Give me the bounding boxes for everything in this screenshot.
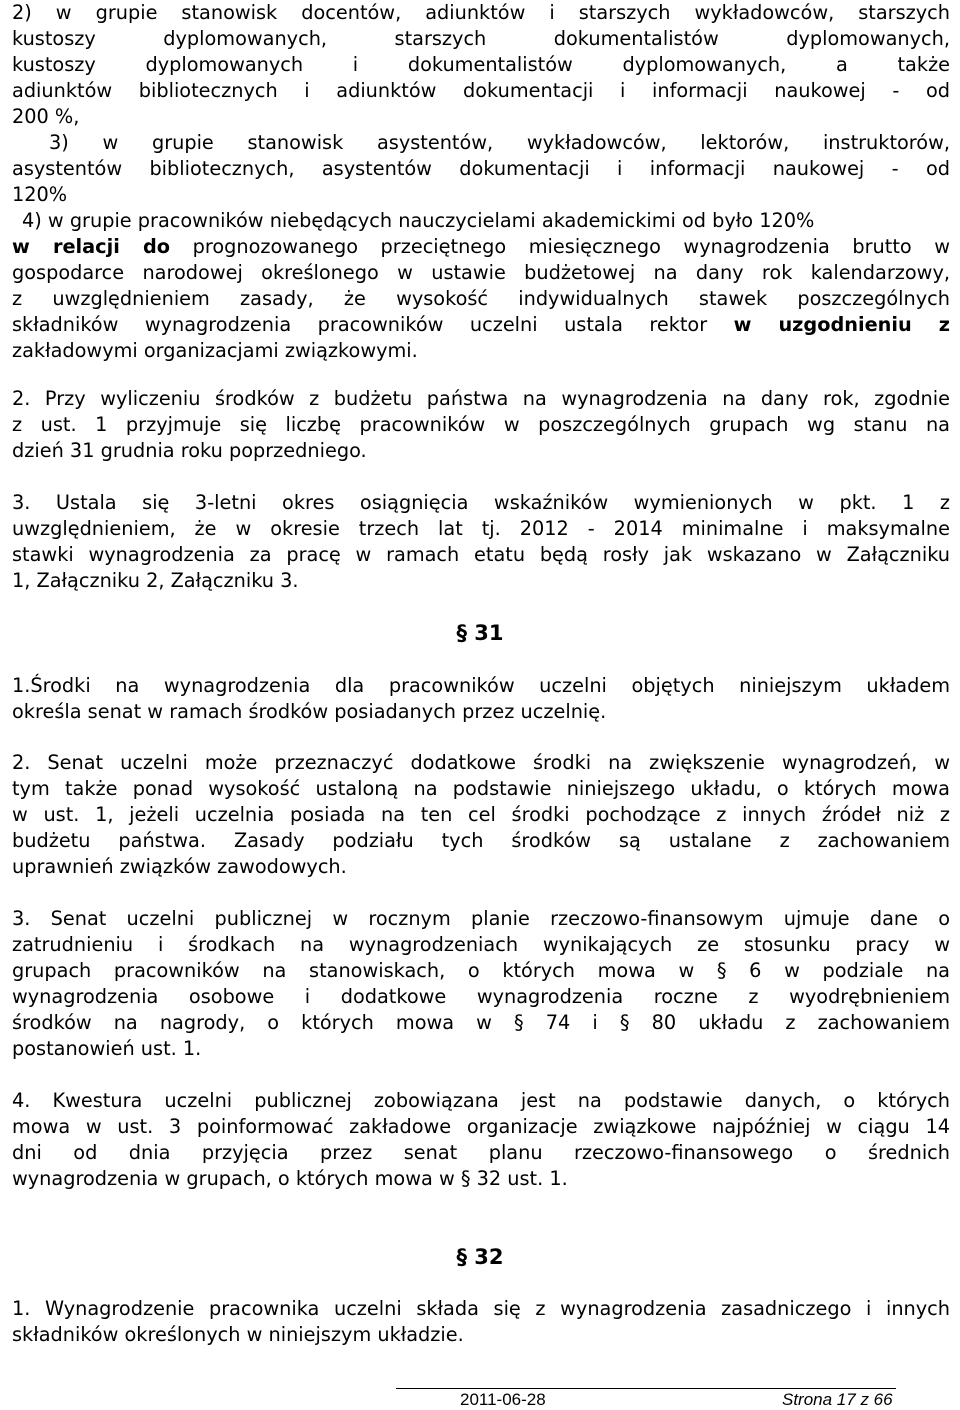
text-line: kustoszy dyplomowanych, starszych dokumentalistów dyplomowanych, bbox=[12, 27, 950, 50]
text-line: grupach pracowników na stanowiskach, o których mowa w § 6 w podziale na bbox=[12, 959, 950, 982]
text-line: wynagrodzenia w grupach, o których mowa w § 32 ust. 1. bbox=[12, 1167, 568, 1190]
text-line: składników określonych w niniejszym układzie. bbox=[12, 1323, 464, 1346]
text-line: 2. Przy wyliczeniu środków z budżetu państwa na wynagrodzenia na dany rok, zgodnie bbox=[12, 387, 950, 410]
section-heading-31: § 31 bbox=[456, 621, 504, 645]
text-line: z uwzględnieniem zasady, że wysokość indywidualnych stawek poszczególnych bbox=[12, 287, 950, 310]
footer-divider bbox=[396, 1388, 896, 1389]
text-line: 1. Wynagrodzenie pracownika uczelni składa się z wynagrodzenia zasadniczego i innych bbox=[12, 1297, 950, 1320]
text-line: tym także ponad wysokość ustaloną na podstawie niniejszego układu, o których mowa bbox=[12, 777, 950, 800]
s31-paragraph-3 bbox=[12, 906, 950, 1062]
text-line bbox=[12, 312, 950, 338]
section-heading-32: § 32 bbox=[456, 1245, 504, 1269]
s31-paragraph-2 bbox=[12, 750, 950, 880]
text-line: 3) w grupie stanowisk asystentów, wykładowców, lektorów, instruktorów, bbox=[49, 131, 950, 154]
text-line: 1, Załączniku 2, Załączniku 3. bbox=[12, 569, 299, 592]
text-line: stawki wynagrodzenia za pracę w ramach etatu będą rosły jak wskazano w Załączniku bbox=[12, 543, 950, 566]
text-line bbox=[12, 234, 950, 260]
text-line: określa senat w ramach środków posiadanych przez uczelnię. bbox=[12, 700, 607, 723]
text-line: zatrudnieniu i środkach na wynagrodzeniach wynikających ze stosunku pracy w bbox=[12, 933, 950, 956]
text-line: postanowień ust. 1. bbox=[12, 1037, 202, 1060]
text-line: asystentów bibliotecznych, asystentów dokumentacji i informacji naukowej - od bbox=[12, 157, 950, 180]
footer-page-number: Strona 17 z 66 bbox=[782, 1390, 893, 1409]
text-span: prognozowanego przeciętnego miesięcznego wynagrodzenia brutto w bbox=[170, 235, 951, 258]
text-line: budżetu państwa. Zasady podziału tych środków są ustalane z zachowaniem bbox=[12, 829, 950, 852]
text-line: 2) w grupie stanowisk docentów, adiunktów i starszych wykładowców, starszych bbox=[12, 1, 950, 24]
text-line: gospodarce narodowej określonego w ustawie budżetowej na dany rok kalendarzowy, bbox=[12, 261, 950, 284]
bold-phrase: w uzgodnieniu z bbox=[733, 313, 950, 336]
text-line: kustoszy dyplomowanych i dokumentalistów dyplomowanych, a także bbox=[12, 53, 950, 76]
bold-phrase: w relacji do bbox=[12, 235, 171, 258]
text-line: adiunktów bibliotecznych i adiunktów dokumentacji i informacji naukowej - od bbox=[12, 79, 950, 102]
text-line: uprawnień związków zawodowych. bbox=[12, 855, 347, 878]
text-span: składników wynagrodzenia pracowników uczelni ustala rektor bbox=[12, 313, 734, 336]
text-line: zakładowymi organizacjami związkowymi. bbox=[12, 339, 418, 362]
text-line: 4) w grupie pracowników niebędących nauczycielami akademickimi od było 120% bbox=[22, 209, 815, 232]
text-line: 3. Senat uczelni publicznej w rocznym planie rzeczowo-finansowym ujmuje dane o bbox=[12, 907, 950, 930]
paragraph-3 bbox=[12, 490, 950, 594]
text-line: 2. Senat uczelni może przeznaczyć dodatkowe środki na zwiększenie wynagrodzeń, w bbox=[12, 751, 950, 774]
text-line: dni od dnia przyjęcia przez senat planu rzeczowo-finansowego o średnich bbox=[12, 1141, 950, 1164]
text-line: 4. Kwestura uczelni publicznej zobowiązana jest na podstawie danych, o których bbox=[12, 1089, 950, 1112]
text-line: uwzględnieniem, że w okresie trzech lat tj. 2012 - 2014 minimalne i maksymalne bbox=[12, 517, 950, 540]
s31-paragraph-1 bbox=[12, 673, 950, 725]
text-line: 3. Ustala się 3-letni okres osiągnięcia wskaźników wymienionych w pkt. 1 z bbox=[12, 491, 950, 514]
list-item-2 bbox=[12, 0, 950, 130]
text-line: mowa w ust. 3 poinformować zakładowe organizacje związkowe najpóźniej w ciągu 14 bbox=[12, 1115, 950, 1138]
text-line: 200 %, bbox=[12, 105, 80, 128]
text-line: z ust. 1 przyjmuje się liczbę pracowników w poszczególnych grupach wg stanu na bbox=[12, 413, 950, 436]
list-item-4 bbox=[12, 208, 950, 364]
text-line: dzień 31 grudnia roku poprzedniego. bbox=[12, 439, 367, 462]
text-line: środków na nagrody, o których mowa w § 74 i § 80 układu z zachowaniem bbox=[12, 1011, 950, 1034]
s31-paragraph-4 bbox=[12, 1088, 950, 1192]
text-line: 120% bbox=[12, 183, 68, 206]
text-line: wynagrodzenia osobowe i dodatkowe wynagrodzenia roczne z wyodrębnieniem bbox=[12, 985, 950, 1008]
paragraph-2 bbox=[12, 386, 950, 464]
s32-paragraph-1 bbox=[12, 1296, 950, 1348]
list-item-3 bbox=[12, 130, 950, 208]
footer-date: 2011-06-28 bbox=[460, 1390, 546, 1409]
text-line: 1.Środki na wynagrodzenia dla pracowników uczelni objętych niniejszym układem bbox=[12, 674, 950, 697]
text-line: w ust. 1, jeżeli uczelnia posiada na ten cel środki pochodzące z innych źródeł niż z bbox=[12, 803, 950, 826]
